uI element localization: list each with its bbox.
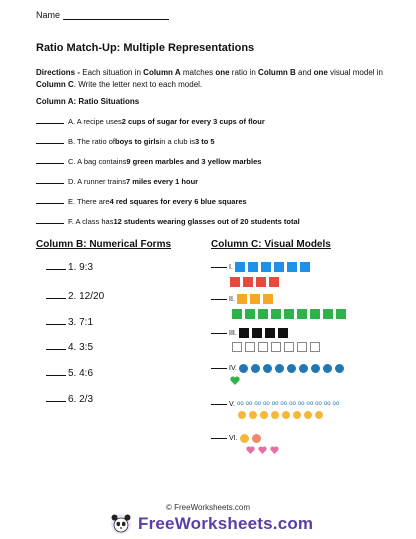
blue-square [235,262,245,272]
situation-item [36,137,215,146]
directions-column-a: Column A [143,68,181,77]
model-numeral: II. [229,295,235,303]
column-c-title: Column C: Visual Models [211,239,331,250]
numerical-item [46,317,93,328]
blue-circle [287,364,296,373]
glasses-icon: oo [236,401,244,407]
worksheet-title: Ratio Match-Up: Multiple Representations [36,42,255,54]
name-field-row [36,10,169,20]
answer-blank[interactable] [211,299,227,300]
outline-square-row [232,342,323,352]
green-square [310,309,320,319]
glasses-icon: oo [306,401,314,407]
visual-model-i [211,262,313,272]
directions-part: matches [180,68,216,77]
glasses-icon: oo [271,401,279,407]
empty-square [284,342,294,352]
numerical-text: 6. 2/3 [68,394,94,405]
situation-bold: 9 green marbles and 3 yellow marbles [126,157,262,166]
visual-model-v [211,400,341,408]
numerical-item [46,394,93,405]
model-numeral: III. [229,329,237,337]
numerical-text: 2. 12/20 [68,291,105,302]
situation-item [36,197,247,206]
red-square [230,277,240,287]
answer-blank[interactable] [36,183,64,184]
situation-bold: 3 to 5 [195,137,215,146]
red-square [256,277,266,287]
smiley-face-icon [238,411,246,419]
orange-square [263,294,273,304]
orange-square [237,294,247,304]
visual-model-vi [211,434,264,443]
column-a-title: Column A: Ratio Situations [36,97,140,106]
blue-circle [239,364,248,373]
directions-text [36,67,386,91]
blue-circle [275,364,284,373]
situation-bold: 4 red squares for every 6 blue squares [109,197,247,206]
smiley-face-icon [240,434,249,443]
red-square [269,277,279,287]
green-square [271,309,281,319]
smiley-face-icon [271,411,279,419]
answer-blank[interactable] [46,401,66,402]
numerical-item [46,262,93,273]
black-square [265,328,275,338]
blue-circle [263,364,272,373]
heart-icon [246,446,255,454]
answer-blank[interactable] [211,438,227,439]
model-numeral: VI. [229,435,238,442]
green-square [245,309,255,319]
answer-blank[interactable] [211,333,227,334]
glasses-icon: oo [254,401,262,407]
situation-text: A. A recipe uses [68,117,122,126]
brand-name: FreeWorksheets.com [138,514,314,533]
situation-text: B. The ratio of [68,137,115,146]
situation-item [36,157,261,166]
model-numeral: I. [229,263,233,271]
glasses-icon: oo [297,401,305,407]
visual-model-ii [211,294,276,304]
numerical-text: 1. 9:3 [68,262,94,273]
empty-square [258,342,268,352]
smiley-face-icon [304,411,312,419]
blue-square [300,262,310,272]
directions-column-b: Column B [258,68,296,77]
blue-circle [335,364,344,373]
smiley-face-icon [260,411,268,419]
heart-icon [230,376,240,385]
answer-blank[interactable] [46,349,66,350]
situation-item [36,117,265,126]
directions-part: ratio in [229,68,259,77]
situation-bold: 12 students wearing glasses out of 20 students total [113,217,300,226]
directions-part: . Write the letter next to each model. [73,80,203,89]
model-numeral: V. [229,400,235,408]
directions-part: Each situation in [80,68,144,77]
heart-icon [258,446,267,454]
name-blank-line[interactable] [63,11,169,20]
smiley-face-icon [293,411,301,419]
green-square [258,309,268,319]
empty-square [271,342,281,352]
answer-blank[interactable] [46,375,66,376]
numerical-text: 5. 4:6 [68,368,94,379]
situation-text: E. There are [68,197,110,206]
smiley-face-icon [282,411,290,419]
model-numeral: IV. [229,365,237,372]
green-square [232,309,242,319]
glasses-icon: oo [315,401,322,407]
directions-part: visual model in [327,68,383,77]
orange-square [250,294,260,304]
answer-blank[interactable] [46,298,66,299]
glasses-icon: oo [323,401,331,407]
blue-square [287,262,297,272]
situation-bold: 2 cups of sugar for every 3 cups of flour [121,117,265,126]
smiley-face-icon [249,411,257,419]
smiley-face-icon [315,411,323,419]
directions-one: one [215,68,230,77]
situation-text: in a club is [159,137,196,146]
visual-model-iii [211,328,291,338]
glasses-icon: oo [332,401,340,407]
blue-square [274,262,284,272]
glasses-icon: oo [280,401,288,407]
heart-row [230,376,240,385]
black-square [252,328,262,338]
answer-blank[interactable] [211,368,227,369]
answer-blank[interactable] [46,269,66,270]
directions-label: Directions - [36,68,81,77]
answer-blank[interactable] [46,324,66,325]
directions-column-c: Column C [36,80,74,89]
blue-circle [323,364,332,373]
blue-square [248,262,258,272]
situation-bold: 7 miles every 1 hour [125,177,199,186]
footer-url[interactable]: © FreeWorksheets.com [166,503,250,512]
red-square [243,277,253,287]
green-square [297,309,307,319]
black-square [239,328,249,338]
answer-blank[interactable] [211,404,227,405]
smiley-row [238,411,326,419]
blue-circle [251,364,260,373]
answer-blank[interactable] [36,123,64,124]
answer-blank[interactable] [36,203,64,204]
situation-text: F. A class has [68,217,114,226]
green-square-row [232,309,349,319]
numerical-text: 3. 7:1 [68,317,94,328]
situation-text: C. A bag contains [68,157,127,166]
situation-bold: boys to girls [114,137,160,146]
green-square [284,309,294,319]
blue-circle [299,364,308,373]
small-heart-row [246,446,279,454]
column-b-title: Column B: Numerical Forms [36,239,172,250]
numerical-text: 4. 3:5 [68,342,94,353]
numerical-item [46,291,104,302]
blue-square [261,262,271,272]
answer-blank[interactable] [36,223,64,224]
situation-item [36,177,198,186]
empty-square [232,342,242,352]
visual-model-iv [211,364,347,373]
panda-logo-icon [110,513,132,535]
glasses-icon: oo [245,401,253,407]
empty-square [245,342,255,352]
situation-item [36,217,300,226]
blue-circle [311,364,320,373]
answer-blank[interactable] [211,267,227,268]
surprised-face-icon [252,434,261,443]
directions-one: one [313,68,328,77]
empty-square [297,342,307,352]
answer-blank[interactable] [36,163,64,164]
directions-part: and [295,68,314,77]
black-square [278,328,288,338]
answer-blank[interactable] [36,143,64,144]
name-label: Name [36,10,61,20]
red-square-row [230,277,282,287]
numerical-item [46,342,93,353]
heart-icon [270,446,279,454]
glasses-icon: oo [263,401,270,407]
glasses-icon: oo [289,401,296,407]
numerical-item [46,368,93,379]
green-square [336,309,346,319]
empty-square [310,342,320,352]
green-square [323,309,333,319]
situation-text: D. A runner trains [68,177,126,186]
footer-brand[interactable] [110,513,313,535]
